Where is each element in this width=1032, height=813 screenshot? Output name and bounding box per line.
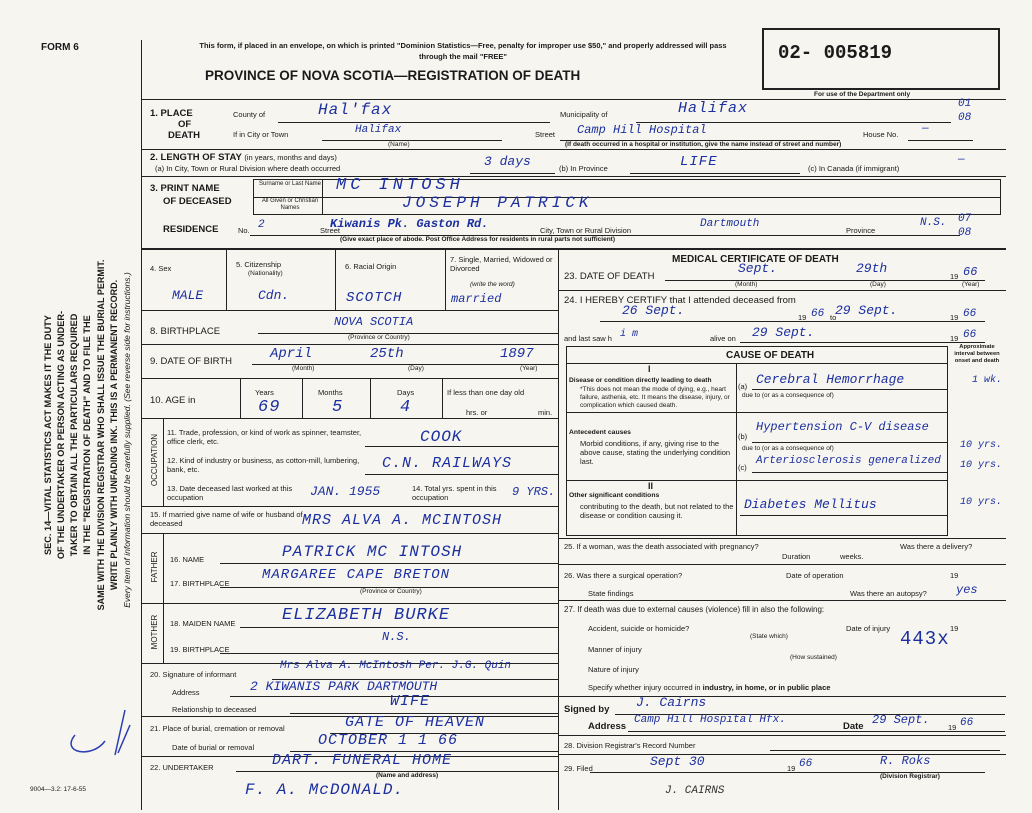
age-label: 10. AGE in [150, 395, 196, 406]
stay-b-value: LIFE [680, 154, 718, 170]
street-label: Street [535, 130, 556, 139]
place-label-1: 1. PLACE [150, 108, 193, 119]
house-line [908, 140, 973, 141]
father-name: PATRICK MC INTOSH [282, 543, 463, 561]
q29-yrpre: 19 [787, 764, 796, 773]
mother-side-rule [163, 603, 164, 663]
age-days-label: Days [397, 388, 415, 397]
rule-l7 [141, 603, 558, 604]
q28-label: 28. Division Registrar's Record Number [564, 741, 696, 750]
alive-on-label: alive on [710, 334, 736, 343]
burial-date: OCTOBER 1 1 66 [318, 732, 459, 749]
rule-r4 [558, 600, 1006, 601]
rule-r5 [558, 696, 1006, 697]
mother-bp-line [220, 653, 558, 654]
side-instructions-3: TAKER TO OBTAIN ALL THE PARTICULARS REQUIRED [69, 313, 79, 557]
certify-from: 26 Sept. [622, 303, 685, 318]
occ-12-value: C.N. RAILWAYS [382, 455, 513, 472]
dod-day: 29th [856, 261, 888, 276]
signed-yr: 66 [960, 717, 974, 729]
registration-number-box [762, 28, 1000, 90]
q26-date: Date of operation [786, 571, 844, 580]
dod-month-sub: (Month) [735, 281, 758, 288]
medical-title: MEDICAL CERTIFICATE OF DEATH [672, 254, 839, 265]
q25-delivery: Was there a delivery? [900, 542, 973, 551]
birthplace-label: 8. BIRTHPLACE [150, 326, 221, 337]
racial-label: 6. Racial Origin [345, 262, 397, 271]
burial-place-label: 21. Place of burial, cremation or removal [150, 724, 285, 733]
rule-r1 [558, 290, 1006, 291]
dob-year: 1897 [500, 346, 534, 362]
q27-nature: Nature of injury [588, 665, 639, 674]
q27-label: 27. If death was due to external causes (violence) fill in also the following: [564, 605, 825, 614]
dod-day-sub: (Day) [870, 281, 886, 288]
last-seen-fill: i m [620, 329, 639, 340]
given-value: JOSEPH PATRICK [402, 194, 593, 212]
occ-14-value: 9 YRS. [512, 485, 556, 499]
county-line [278, 122, 550, 123]
age-years-label: Years [255, 388, 274, 397]
residence-street-value: Kiwanis Pk. Gaston Rd. [330, 217, 489, 231]
margin-scribble [30, 695, 140, 765]
mother-bp: N.S. [382, 630, 411, 644]
alive-on-yearpre: 19 [950, 334, 959, 343]
given-label: All Given or Christian Names [261, 198, 319, 211]
citizen-sub: (Nationality) [248, 270, 283, 277]
bottom-signature: J. CAIRNS [665, 785, 725, 797]
dob-month-sub: (Month) [292, 365, 315, 372]
q27-yr: 19 [950, 624, 959, 633]
rule-l1 [141, 310, 558, 311]
certify-line [600, 321, 985, 322]
age-col-4 [442, 378, 443, 418]
cod-c-interval: 10 yrs. [960, 460, 1003, 471]
certify-from-year: 66 [811, 308, 825, 320]
cod-a-due: due to (or as a consequence of) [742, 392, 834, 399]
signed-label: Signed by [564, 704, 610, 715]
residence-note: (Give exact place of abode. Post Office Address for residents in rural parts not sufficient) [340, 236, 615, 243]
informant-sig: Mrs Alva A. McIntosh Per. J.G. Quin [280, 660, 512, 672]
cod-section2: II [648, 481, 654, 491]
side-instructions-7: Every item of information should be carefully supplied. (See reverse side for instructions.) [122, 272, 132, 608]
q26-yr: 19 [950, 571, 959, 580]
residence-province-value: N.S. [920, 217, 947, 229]
city-line [322, 140, 502, 141]
rule-r7 [558, 754, 1006, 755]
occ-13-label: 13. Date deceased last worked at this occupation [167, 484, 293, 502]
q27-date-injury: Date of injury [846, 624, 891, 633]
q29-registrar: R. Roks [880, 754, 931, 768]
father-name-label: 16. NAME [170, 555, 205, 564]
occupation-side-rule [163, 418, 164, 506]
q27-manner: Manner of injury [588, 645, 642, 654]
place-label-2: OF [178, 119, 192, 130]
racial-value: SCOTCH [346, 290, 403, 306]
city-value: Halifax [355, 124, 402, 136]
col-6-7 [445, 250, 446, 310]
cod-c-label: (c) [738, 463, 747, 472]
occupation-side-label: OCCUPATION [150, 433, 159, 487]
municipality-label: Municipality of [560, 110, 608, 119]
mother-side-label: MOTHER [150, 614, 159, 650]
cod-b-due: due to (or as a consequence of) [742, 445, 834, 452]
house-value: — [922, 123, 929, 135]
signed-addr: Camp Hill Hospital Hfx. [634, 714, 786, 726]
age-years: 69 [258, 398, 281, 417]
rule-2 [141, 149, 1006, 150]
q26-label: 26. Was there a surgical operation? [564, 571, 683, 580]
q25-duration: Duration [782, 552, 811, 561]
stay-a-line [470, 173, 555, 174]
father-side-rule [163, 533, 164, 603]
certify-to-yearpre: 19 [950, 313, 959, 322]
direct-note: *This does not mean the mode of dying, e.g., heart failure, asthenia, etc. It means the disease, injury, or complication which caused death. [580, 386, 730, 409]
rule-l3 [141, 378, 558, 379]
residence-no-label: No. [238, 226, 250, 235]
other-label: Other significant conditions [569, 492, 660, 499]
mother-name-line [240, 627, 558, 628]
dod-month: Sept. [738, 261, 778, 276]
dod-label: 23. DATE OF DEATH [564, 271, 655, 282]
certify-label: 24. I HEREBY CERTIFY that I attended deceased from [564, 295, 796, 306]
q29-filed: Sept 30 [650, 754, 705, 769]
dod-yearpre: 19 [950, 272, 959, 281]
stay-c-value: — [958, 154, 965, 166]
q25-weeks: weeks. [840, 552, 864, 561]
informant-addr-label: Address [172, 688, 200, 697]
dob-year-sub: (Year) [520, 365, 538, 372]
marital-sub: (write the word) [470, 281, 515, 288]
dob-day-sub: (Day) [408, 365, 424, 372]
ante-note: Morbid conditions, if any, giving rise to the above cause, stating the underlying condition last. [580, 439, 731, 466]
county-value: Hal'fax [318, 101, 393, 119]
certify-to-label: to [830, 313, 837, 322]
other-value: Diabetes Mellitus [744, 497, 877, 512]
name-label-1: 3. PRINT NAME [150, 183, 220, 194]
street-value: Camp Hill Hospital [577, 123, 707, 137]
birthplace-sub: (Province or Country) [348, 334, 410, 341]
dob-month: April [270, 346, 313, 362]
form-title: PROVINCE OF NOVA SCOTIA—REGISTRATION OF DEATH [205, 68, 581, 83]
cod-title: CAUSE OF DEATH [726, 350, 815, 361]
burial-date-label: Date of burial or removal [172, 743, 255, 752]
occ-12-line [365, 474, 558, 475]
residence-label: RESIDENCE [163, 224, 219, 235]
father-bp-label: 17. BIRTHPLACE [170, 579, 230, 588]
dod-line [665, 280, 985, 281]
occ-14-label: 14. Total yrs. spent in this occupation [412, 484, 497, 502]
signed-addr-line [628, 731, 1005, 732]
age-months: 5 [332, 398, 344, 417]
col-4-5 [226, 250, 227, 310]
age-col-2 [302, 378, 303, 418]
citizen-value: Cdn. [258, 288, 290, 303]
name-label-2: OF DECEASED [163, 196, 232, 207]
other-line [740, 515, 948, 516]
citizen-label: 5. Citizenship [236, 260, 282, 269]
cod-a-label: (a) [738, 382, 748, 391]
occ-15-value: MRS ALVA A. MCINTOSH [302, 512, 503, 529]
rule-r3 [558, 564, 1006, 565]
stay-a-label: (a) In City, Town or Rural Division where death occurred [155, 164, 341, 173]
occ-11-label: 11. Trade, profession, or kind of work as spinner, teamster, office clerk, etc. [167, 428, 362, 446]
residence-province-label: Province [846, 226, 876, 235]
residence-margin-code: 07 08 [958, 213, 972, 239]
place-note: (If death occurred in a hospital or institution, give the name instead of street and number) [565, 141, 842, 148]
form-number: FORM 6 [41, 42, 79, 53]
cod-b-interval: 10 yrs. [960, 440, 1003, 451]
mother-name: ELIZABETH BURKE [282, 606, 451, 625]
name-box-divider [254, 197, 1000, 198]
q27-injury-code: 443x [900, 628, 950, 650]
undertaker-label: 22. UNDERTAKER [150, 763, 214, 772]
direct-label: Disease or condition directly leading to death [569, 377, 712, 384]
signed-yrpre: 19 [948, 723, 957, 732]
q26-autopsy-value: yes [956, 583, 978, 597]
side-instructions-1: SEC. 14—VITAL STATISTICS ACT MAKES IT THE DUTY [43, 315, 53, 555]
father-bp-sub: (Province or Country) [360, 588, 422, 595]
marital-label: 7. Single, Married, Widowed or Divorced [450, 255, 553, 273]
residence-city-value: Dartmouth [700, 218, 760, 230]
place-margin-code: 01 08 [958, 98, 972, 124]
q27-accident: Accident, suicide or homicide? [588, 624, 690, 633]
age-col-3 [370, 378, 371, 418]
side-instructions-4: IN THE "REGISTRATION OF DEATH" AND TO FILE THE [82, 315, 92, 555]
rule-r2 [558, 538, 1006, 539]
rule-main [141, 248, 1006, 250]
informant-rel-label: Relationship to deceased [172, 705, 257, 714]
certify-to: 29 Sept. [835, 303, 898, 318]
surname-label: Surname or Last Name [258, 181, 322, 187]
county-label: County of [233, 110, 266, 119]
side-instructions-2: OF THE UNDERTAKER OR PERSON ACTING AS UNDER- [56, 310, 66, 560]
rule-l4 [141, 418, 558, 419]
side-instructions-5: SAME WITH THE DIVISION REGISTRAR WHO SHALL ISSUE THE BURIAL PERMIT. [96, 259, 106, 611]
q26-autopsy: Was there an autopsy? [850, 589, 927, 598]
mother-bp-label: 19. BIRTHPLACE [170, 645, 230, 654]
age-lt-label: If less than one day old [447, 388, 525, 397]
stay-c-label: (c) In Canada (if immigrant) [808, 164, 900, 173]
dod-year-sub: (Year) [962, 281, 980, 288]
city-label: If in City or Town [233, 130, 289, 139]
col-5-6 [335, 250, 336, 310]
signed-date-label: Date [843, 721, 864, 732]
rule-3 [141, 176, 1006, 177]
informant-label: 20. Signature of informant [150, 670, 237, 679]
cod-a-value: Cerebral Hemorrhage [756, 372, 905, 387]
q28-line [770, 750, 1000, 751]
cod-title-rule [566, 363, 948, 364]
top-rule [141, 99, 1006, 100]
dob-day: 25th [370, 346, 404, 362]
department-use-label: For use of the Department only [814, 91, 911, 98]
father-name-line [220, 563, 558, 564]
occ-11-value: COOK [420, 428, 463, 446]
father-side-label: FATHER [150, 551, 159, 583]
age-col-1 [240, 378, 241, 418]
cod-c-value: Arteriosclerosis generalized [756, 455, 941, 467]
cod-a-interval: 1 wk. [972, 375, 1003, 386]
age-months-label: Months [318, 388, 343, 397]
signed-sig: J. Cairns [636, 695, 707, 710]
birthplace-value: NOVA SCOTIA [334, 315, 414, 329]
city-sub: (Name) [388, 141, 410, 148]
certify-from-yearpre: 19 [798, 313, 807, 322]
other-interval: 10 yrs. [960, 497, 1003, 508]
stay-b-line [630, 173, 800, 174]
sex-value: MALE [172, 288, 204, 303]
undertaker-sub: (Name and address) [376, 772, 439, 779]
stay-label: 2. LENGTH OF STAY (in years, months and days) [150, 152, 337, 163]
cod-section1: I [648, 364, 651, 374]
place-label-3: DEATH [168, 130, 201, 141]
certify-to-year: 66 [963, 308, 977, 320]
occ-11-line [365, 446, 558, 447]
cod-b-line [752, 442, 948, 443]
age-min: min. [538, 408, 553, 417]
rule-r6 [558, 735, 1006, 736]
municipality-value: Halifax [678, 100, 749, 117]
informant-addr: 2 KIWANIS PARK DARTMOUTH [250, 679, 438, 694]
age-days: 4 [400, 398, 412, 417]
other-note: contributing to the death, but not related to the disease or condition causing it. [580, 502, 734, 520]
q25-label: 25. If a woman, was the death associated with pregnancy? [564, 542, 759, 551]
alive-on-year: 66 [963, 329, 977, 341]
q29-yr: 66 [799, 758, 813, 770]
last-seen-label: and last saw h [564, 334, 612, 343]
occ-13-value: JAN. 1955 [310, 484, 381, 499]
q27-specify: Specify whether injury occurred in industry, in home, or in public place [588, 683, 831, 692]
mother-name-label: 18. MAIDEN NAME [170, 619, 236, 628]
interval-label: Approximate interval between onset and death [954, 344, 1000, 364]
alive-on: 29 Sept. [752, 325, 815, 340]
center-divider [558, 250, 559, 810]
cod-c-line [752, 472, 948, 473]
registration-number: 02- 005819 [778, 42, 893, 64]
marital-value: married [451, 292, 502, 306]
sex-label: 4. Sex [150, 264, 172, 273]
cod-b-value: Hypertension C-V disease [756, 420, 929, 434]
burial-place: GATE OF HEAVEN [345, 714, 486, 731]
alive-line [740, 342, 985, 343]
stay-b-label: (b) In Province [559, 164, 608, 173]
q27-how: (How sustained) [790, 654, 837, 661]
house-label: House No. [863, 130, 899, 139]
ante-label: Antecedent causes [569, 429, 631, 436]
dob-label: 9. DATE OF BIRTH [150, 356, 232, 367]
cod-a-line [752, 389, 948, 390]
rule-l6 [141, 533, 558, 534]
occ-12-label: 12. Kind of industry or business, as cotton-mill, lumbering, bank, etc. [167, 456, 360, 474]
top-notice: This form, if placed in an envelope, on which is printed "Dominion Statistics—Free, penalty for improper use $50," and properly addressed will pass through the mail "FREE" [199, 41, 727, 61]
father-bp: MARGAREE CAPE BRETON [262, 567, 451, 583]
residence-city-label: City, Town or Rural Division [540, 226, 631, 235]
q29-label: 29. Filed [564, 764, 593, 773]
q29-registrar-sub: (Division Registrar) [880, 773, 940, 780]
undertaker-signature: F. A. McDONALD. [245, 781, 405, 799]
residence-street-label: Street [320, 226, 341, 235]
cod-sec-rule [566, 412, 948, 413]
surname-value: MC INTOSH [336, 176, 464, 195]
q27-state: (State which) [750, 633, 788, 640]
undertaker-value: DART. FUNERAL HOME [272, 752, 453, 769]
print-code: 9004—3.2: 17-6-55 [30, 786, 87, 793]
left-border [141, 40, 142, 810]
signed-date: 29 Sept. [872, 713, 930, 727]
rule-l5 [141, 506, 558, 507]
q26-findings: State findings [588, 589, 634, 598]
side-instructions-6: WRITE PLAINLY WITH UNFADING INK. THIS IS A PERMANENT RECORD. [109, 279, 119, 591]
age-hrs: hrs. or [466, 408, 488, 417]
stay-a-value: 3 days [484, 154, 531, 169]
cod-sec2-rule [566, 480, 948, 481]
rule-l2 [141, 344, 558, 345]
signed-addr-label: Address [588, 721, 627, 732]
informant-rel: WIFE [390, 693, 431, 710]
dod-year: 66 [963, 265, 978, 279]
occ-15-label: 15. If married give name of wife or husband of deceased [150, 510, 303, 528]
residence-no-value: 2 [258, 219, 265, 231]
cod-b-label: (b) [738, 432, 748, 441]
